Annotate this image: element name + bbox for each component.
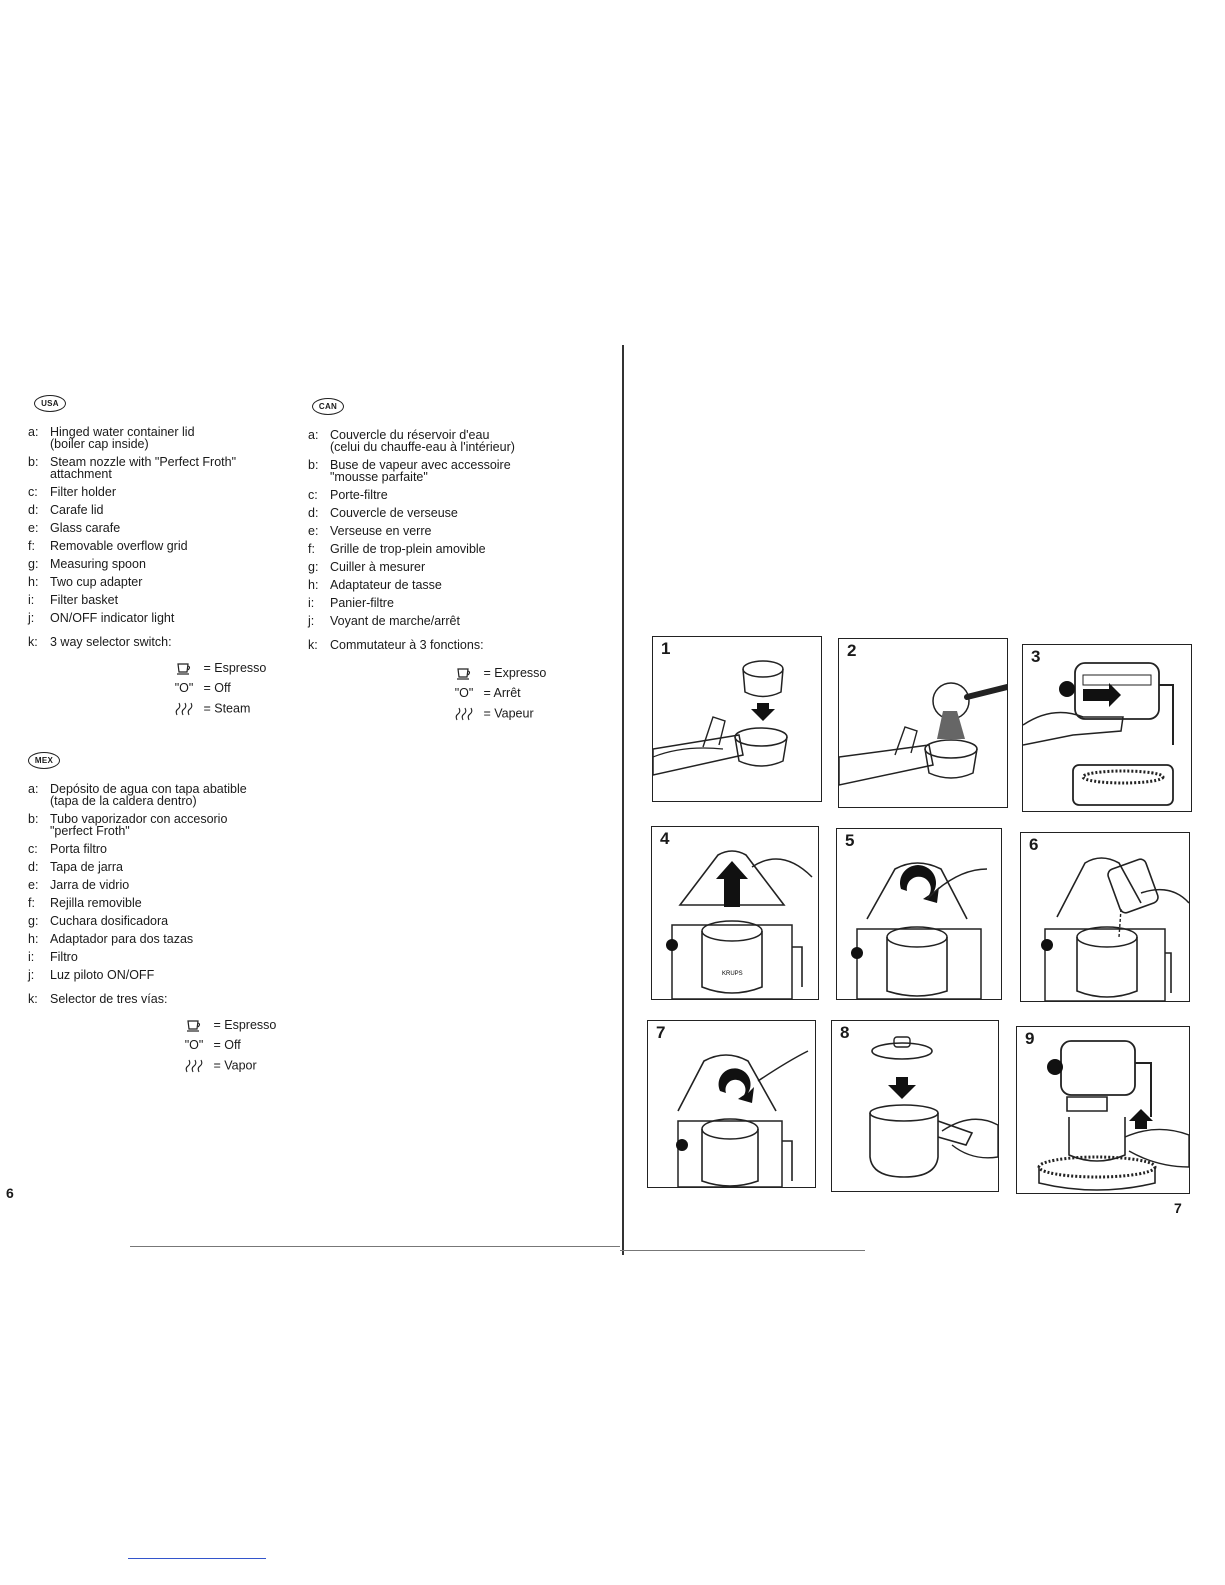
measuring-spoon-illustration [839, 639, 1007, 807]
item-letter: e: [308, 524, 319, 538]
step-panel-4 [651, 826, 819, 1000]
item-letter: e: [28, 878, 39, 892]
list-item [308, 525, 598, 538]
selector-text: = Arrêt [480, 686, 521, 700]
page-number-left: 6 [6, 1185, 14, 1201]
item-text: attachment [50, 467, 112, 481]
close-cap-illustration [648, 1021, 815, 1187]
item-text: Filter basket [50, 593, 119, 607]
list-item [28, 594, 318, 607]
selector-symbol [178, 1058, 210, 1074]
item-text: Porta filtro [50, 842, 107, 856]
link-underline [128, 1558, 266, 1559]
list-item [28, 504, 318, 517]
item-text: Two cup adapter [50, 575, 143, 589]
list-item [28, 969, 318, 982]
selector-option [178, 1018, 276, 1033]
item-letter: g: [28, 914, 39, 928]
item-text: ON/OFF indicator light [50, 611, 175, 625]
item-letter: g: [28, 557, 39, 571]
cup-icon [176, 662, 192, 676]
selector-text: = Expresso [480, 666, 547, 680]
item-text: Hinged water container lid [50, 425, 195, 439]
item-text: Couvercle du réservoir d'eau [330, 428, 490, 442]
item-letter: h: [28, 932, 39, 946]
item-text: Cuiller à mesurer [330, 560, 426, 574]
step-number: 2 [847, 641, 857, 660]
can-section [308, 398, 608, 728]
list-item [28, 636, 318, 649]
item-text: Verseuse en verre [330, 524, 432, 538]
item-letter: h: [308, 578, 319, 592]
brand-label: KRUPS [722, 971, 743, 977]
list-item [28, 456, 318, 482]
selector-symbol [448, 666, 480, 681]
item-text: Couvercle de verseuse [330, 506, 458, 520]
item-letter: e: [28, 521, 39, 535]
insert-carafe-illustration [1017, 1027, 1189, 1193]
item-text: Porte-filtre [330, 488, 388, 502]
selector-symbol: "O" [454, 686, 474, 700]
item-text: Carafe lid [50, 503, 104, 517]
step-panel-7 [647, 1020, 816, 1188]
item-letter: a: [28, 425, 39, 439]
item-letter: d: [28, 860, 39, 874]
item-text: "mousse parfaite" [330, 470, 428, 484]
list-item [308, 507, 598, 520]
item-letter: b: [28, 455, 39, 469]
item-letter: k: [308, 638, 318, 652]
carafe-lid-illustration [832, 1021, 998, 1191]
step-panel-5 [836, 828, 1002, 1000]
list-item [28, 612, 318, 625]
item-letter: g: [308, 560, 319, 574]
item-text: Filter holder [50, 485, 116, 499]
mex-section [28, 752, 328, 1082]
item-text: Jarra de vidrio [50, 878, 130, 892]
step-number: 7 [656, 1023, 666, 1042]
item-letter: b: [28, 812, 39, 826]
selector-option [448, 666, 546, 681]
item-text: 3 way selector switch: [50, 635, 172, 649]
item-letter: c: [28, 842, 38, 856]
open-lid-illustration [652, 827, 818, 999]
selector-option [448, 706, 534, 722]
list-item [308, 543, 598, 556]
selector-symbol [448, 706, 480, 722]
filter-basket-illustration [653, 637, 821, 801]
list-item [28, 951, 318, 964]
selector-symbol: "O" [174, 681, 194, 695]
item-text: Panier-filtre [330, 596, 394, 610]
item-text: Luz piloto ON/OFF [50, 968, 155, 982]
step-number: 4 [660, 829, 670, 848]
list-item [28, 540, 318, 553]
selector-option [178, 1058, 257, 1074]
item-text: Selector de tres vías: [50, 992, 168, 1006]
step-number: 9 [1025, 1029, 1035, 1048]
can-badge: CAN [312, 398, 344, 415]
step-panel-9 [1016, 1026, 1190, 1194]
step-panel-3 [1022, 644, 1192, 812]
selector-option [168, 681, 231, 695]
item-text: Voyant de marche/arrêt [330, 614, 460, 628]
bottom-rule-left [130, 1246, 620, 1247]
item-text: (boiler cap inside) [50, 437, 149, 451]
steam-icon [174, 701, 194, 717]
list-item [28, 576, 318, 589]
item-letter: a: [28, 782, 39, 796]
item-text: (tapa de la caldera dentro) [50, 794, 197, 808]
step-number: 5 [845, 831, 855, 850]
machine-insert-filter-illustration [1023, 645, 1191, 811]
item-letter: i: [28, 950, 35, 964]
mex-badge: MEX [28, 752, 60, 769]
selector-symbol [178, 1018, 210, 1033]
item-letter: k: [28, 635, 38, 649]
list-item [28, 558, 318, 571]
item-letter: f: [308, 542, 315, 556]
selector-text: = Off [210, 1038, 241, 1052]
item-text: Adaptador para dos tazas [50, 932, 194, 946]
list-item [28, 915, 318, 928]
item-text: "perfect Froth" [50, 824, 130, 838]
list-item [308, 489, 598, 502]
item-text: Rejilla removible [50, 896, 142, 910]
usa-badge: USA [34, 395, 66, 412]
item-text: Tapa de jarra [50, 860, 123, 874]
item-letter: i: [308, 596, 315, 610]
item-letter: k: [28, 992, 38, 1006]
list-item [28, 813, 318, 839]
item-letter: j: [28, 968, 35, 982]
selector-symbol [168, 661, 200, 676]
step-panel-8 [831, 1020, 999, 1192]
list-item [308, 597, 598, 610]
step-number: 8 [840, 1023, 850, 1042]
selector-option [168, 661, 266, 676]
boiler-cap-illustration [837, 829, 1001, 999]
list-item [308, 459, 598, 485]
item-letter: h: [28, 575, 39, 589]
item-text: Grille de trop-plein amovible [330, 542, 486, 556]
fill-water-illustration [1021, 833, 1189, 1001]
selector-text: = Off [200, 681, 231, 695]
item-text: Filtro [50, 950, 78, 964]
selector-symbol [168, 701, 200, 717]
list-item [308, 579, 598, 592]
list-item [28, 843, 318, 856]
item-letter: c: [28, 485, 38, 499]
list-item [28, 486, 318, 499]
item-text: Buse de vapeur avec accessoire [330, 458, 511, 472]
item-text: Depósito de agua con tapa abatible [50, 782, 247, 796]
list-item [28, 993, 318, 1006]
steam-icon [454, 706, 474, 722]
item-letter: d: [308, 506, 319, 520]
item-letter: c: [308, 488, 318, 502]
selector-text: = Espresso [200, 661, 267, 675]
item-letter: j: [308, 614, 315, 628]
item-text: Glass carafe [50, 521, 121, 535]
item-text: Measuring spoon [50, 557, 146, 571]
item-letter: f: [28, 896, 35, 910]
item-letter: j: [28, 611, 35, 625]
item-letter: d: [28, 503, 39, 517]
list-item [28, 783, 318, 809]
selector-symbol: "O" [184, 1038, 204, 1052]
selector-text: = Vapor [210, 1058, 257, 1073]
step-panel-1 [652, 636, 822, 802]
step-number: 3 [1031, 647, 1041, 666]
item-text: Removable overflow grid [50, 539, 188, 553]
page-number-right: 7 [1174, 1200, 1182, 1216]
item-letter: i: [28, 593, 35, 607]
list-item [308, 429, 598, 455]
item-letter: f: [28, 539, 35, 553]
item-text: Cuchara dosificadora [50, 914, 169, 928]
list-item [28, 861, 318, 874]
list-item [308, 615, 598, 628]
cup-icon [186, 1019, 202, 1033]
page-divider [622, 345, 624, 1255]
item-text: Commutateur à 3 fonctions: [330, 638, 484, 652]
step-number: 6 [1029, 835, 1039, 854]
item-text: Steam nozzle with "Perfect Froth" [50, 455, 237, 469]
cup-icon [456, 667, 472, 681]
selector-option [178, 1038, 241, 1052]
item-text: Adaptateur de tasse [330, 578, 442, 592]
steam-icon [184, 1058, 204, 1074]
list-item [28, 897, 318, 910]
list-item [28, 933, 318, 946]
list-item [28, 522, 318, 535]
usa-section [28, 395, 308, 725]
item-letter: a: [308, 428, 319, 442]
item-text: Tubo vaporizador con accesorio [50, 812, 228, 826]
list-item [28, 426, 318, 452]
step-panel-6 [1020, 832, 1190, 1002]
list-item [28, 879, 318, 892]
selector-option [448, 686, 521, 700]
list-item [308, 561, 598, 574]
list-item [308, 639, 598, 652]
selector-option [168, 701, 250, 717]
selector-text: = Espresso [210, 1018, 277, 1032]
step-number: 1 [661, 639, 671, 658]
item-letter: b: [308, 458, 319, 472]
selector-text: = Vapeur [480, 706, 534, 721]
bottom-rule-right [620, 1250, 865, 1251]
step-panel-2 [838, 638, 1008, 808]
selector-text: = Steam [200, 701, 251, 716]
item-text: (celui du chauffe-eau à l'intérieur) [330, 440, 515, 454]
